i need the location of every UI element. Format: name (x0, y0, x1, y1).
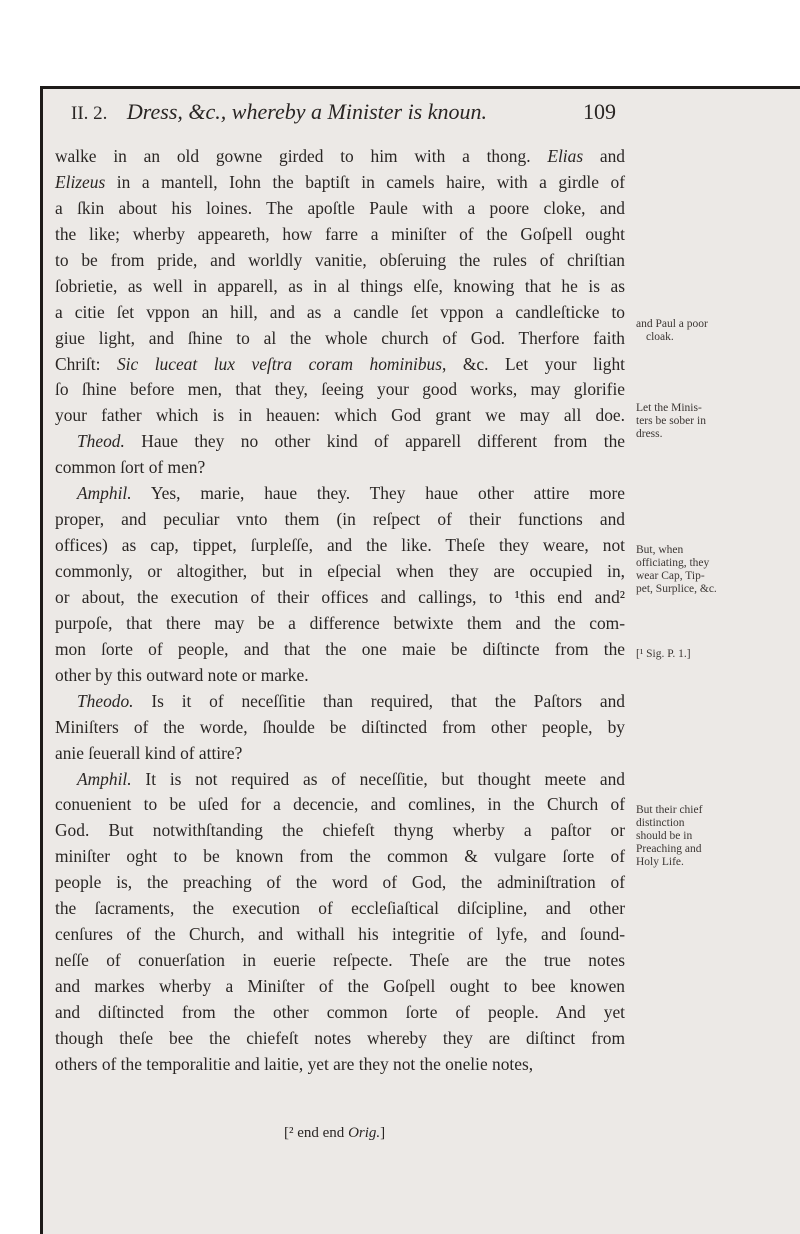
text-line: and diſtincted from the other common ſorte of people. And yet (55, 1001, 625, 1022)
text-line: miniſter oght to be known from the common & vulgare ſorte of (55, 846, 625, 867)
margin-note-officiating-dress (636, 544, 717, 596)
text-line: the like; wherby appeareth, how farre a miniſter of the Goſpell ought (55, 223, 625, 244)
text-line: commonly, or altogither, but in eſpecial when they are occupied in, (55, 561, 625, 581)
text-line: others of the temporalitie and laitie, yet are they not the onelie notes, (55, 1053, 534, 1074)
margin-note-line: ters be sober in (636, 415, 706, 427)
text-line: or about, the execution of their offices and callings, to ¹this end and² (55, 586, 625, 607)
text-line: a citie ſet vppon an hill, and as a candle ſet vppon a candleſticke to (55, 301, 625, 322)
margin-note-poor-cloak (636, 318, 708, 344)
page-number: 109 (583, 99, 616, 124)
text-line: ſo ſhine before men, that they, ſeeing your good works, may glorifie (55, 379, 625, 400)
margin-note-line: Let the Minis- (636, 402, 702, 414)
text-line: Amphil. Yes, marie, haue they. They haue other attire more (77, 483, 625, 504)
text-line: ſobrietie, as well in apparell, as in al things elſe, knowing that he is as (55, 275, 625, 296)
margin-note-line: should be in (636, 830, 693, 842)
text-line: anie ſeuerall kind of attire? (55, 742, 243, 763)
text-line: people is, the preaching of the word of God, the adminiſtration of (55, 872, 625, 893)
margin-note-line: dress. (636, 428, 663, 440)
text-line: the ſacraments, the execution of eccleſiaſtical diſcipline, and other (55, 898, 625, 919)
text-line: other by this outward note or marke. (55, 664, 309, 685)
running-header (71, 99, 631, 125)
margin-note-line: pet, Surplice, &c. (636, 583, 717, 595)
text-line: though theſe bee the chiefeſt notes whereby they are diſtinct from (55, 1027, 625, 1048)
margin-note-line: distinction (636, 817, 685, 829)
footnote-source: Orig. (348, 1125, 381, 1141)
text-line: God. But notwithſtanding the chiefeſt thyng wherby a paſtor or (55, 820, 625, 841)
text-line: cenſures of the Church, and withall his integritie of lyfe, and ſound- (55, 924, 625, 945)
text-line: to be from pride, and worldly vanitie, obſeruing the rules of chriſtian (55, 249, 625, 270)
text-line: offices) as cap, tippet, ſurpleſſe, and the like. Theſe they weare, not (55, 535, 625, 556)
margin-note-line: officiating, they (636, 557, 710, 569)
text-line: common ſort of men? (55, 457, 206, 478)
margin-note-line: But, when (636, 544, 684, 556)
text-line: Amphil. It is not required as of neceſſitie, but thought meete and (77, 768, 625, 789)
margin-note-line: [¹ Sig. P. 1.] (636, 648, 691, 660)
margin-note-line: cloak. (646, 331, 674, 343)
text-line: Theodo. Is it of neceſſitie than required, that the Paſtors and (77, 690, 625, 711)
margin-note-chief-distinction (636, 804, 702, 869)
body-text (55, 144, 625, 1078)
text-line: a ſkin about his loines. The apoſtle Paule with a poore cloke, and (55, 197, 625, 218)
text-line: neſſe of conuerſation in euerie reſpecte. Theſe are the true notes (55, 950, 625, 971)
text-line: your father which is in heauen: which God grant we may all doe. (55, 405, 625, 426)
margin-note-line: wear Cap, Tip- (636, 570, 705, 582)
text-line: Miniſters of the worde, ſhoulde be diſtincted from other people, by (55, 716, 625, 737)
text-line: mon ſorte of people, and that the one maie be diſtincte from the (55, 638, 625, 659)
footnote-prefix: [² end end (284, 1125, 349, 1141)
margin-note-sig-ref (636, 648, 691, 661)
margin-note-line: Preaching and (636, 843, 702, 855)
text-line: conuenient to be uſed for a decencie, and comlines, in the Church of (55, 794, 625, 815)
footnote-suffix: ] (380, 1125, 386, 1141)
text-line: proper, and peculiar vnto them (in reſpect of their functions and (55, 509, 625, 530)
text-line: walke in an old gowne girded to him with a thong. Elias and (55, 146, 625, 166)
margin-note-line: But their chief (636, 804, 703, 816)
footnote (284, 1125, 385, 1142)
margin-note-line: Holy Life. (636, 856, 684, 868)
text-line: purpoſe, that there may be a difference betwixte them and the com- (55, 612, 625, 633)
section-number: II. 2. (71, 103, 108, 124)
running-title: Dress, &c., whereby a Minister is knoun. (126, 99, 488, 124)
text-line: and markes wherby a Miniſter of the Goſpell ought to bee knowen (55, 976, 625, 996)
margin-note-ministers-sober (636, 402, 706, 441)
text-line: Elizeus in a mantell, Iohn the baptiſt in camels haire, with a girdle of (55, 171, 625, 192)
text-line: Chriſt: Sic luceat lux veſtra coram hominibus, &c. Let your light (55, 353, 625, 374)
margin-note-line: and Paul a poor (636, 318, 708, 330)
text-line: Theod. Haue they no other kind of apparell different from the (77, 431, 625, 452)
text-line: giue light, and ſhine to al the whole church of God. Therfore faith (55, 327, 625, 348)
